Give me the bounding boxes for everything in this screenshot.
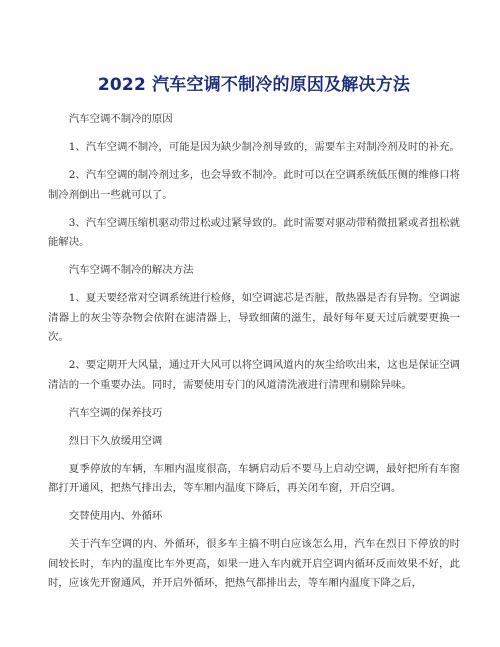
subheading: 交替使用内、外循环 (68, 510, 163, 522)
paragraph: 1、夏天要经常对空调系统进行检修，如空调滤芯是否脏，散热器是否有异物。空调滤清器上的灰尘等杂物会依附在滤清器上，导致细菌的滋生，最好每年夏天过后就要更换一次。 (48, 292, 460, 343)
subheading: 烈日下久放缓用空调 (68, 434, 163, 447)
paragraph: 夏季停放的车辆，车厢内温度很高，车辆启动后不要马上启动空调，最好把所有车窗都打开通风，把热气排出去，等车厢内温度下降后，再关闭车窗，开启空调。 (48, 462, 460, 494)
paragraph: 3、汽车空调压缩机驱动带过松或过紧导致的。此时需要对驱动带稍微扭紧或者扭松就能解决。 (48, 216, 460, 248)
paragraph: 关于汽车空调的内、外循环，很多车主搞不明白应该怎么用，汽车在烈日下停放的时间较长时，车内的温度比车外更高，如果一进入车内就开启空调内循环反而效果不好，此时，应该先开窗通风，并开启外循环，把热气都排出去，等车厢内温度下降之后， (48, 538, 460, 589)
document-body (48, 110, 460, 594)
paragraph: 2、汽车空调的制冷剂过多，也会导致不制冷。此时可以在空调系统低压侧的维修口将制冷剂倒出一些就可以了。 (48, 169, 460, 201)
page-title: 2022 汽车空调不制冷的原因及解决方法 (97, 75, 411, 95)
section-heading-causes: 汽车空调不制冷的原因 (68, 113, 173, 125)
section-heading-maintenance: 汽车空调的保养技巧 (68, 406, 163, 419)
paragraph: 2、要定期开大风量，通过开大风可以将空调风道内的灰尘给吹出来，这也是保证空调清洁的一个重要办法。同时，需要使用专门的风道清洗液进行清理和剔除异味。 (48, 359, 460, 391)
section-heading-solutions: 汽车空调不制冷的解决方法 (68, 264, 194, 276)
paragraph: 1、汽车空调不制冷，可能是因为缺少制冷剂导致的，需要车主对制冷剂及时的补充。 (68, 141, 460, 153)
